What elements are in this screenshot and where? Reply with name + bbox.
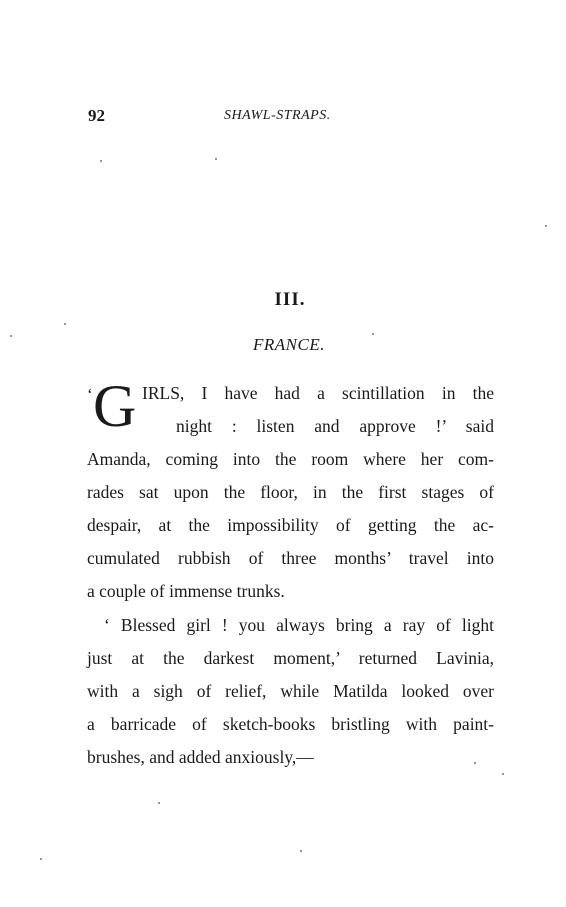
scan-speck (372, 333, 374, 335)
text-line: night : listen and approve !’ said (176, 416, 494, 436)
text-line: a barricade of sketch-books bristling with paint- (87, 714, 494, 734)
text-line: cumulated rubbish of three months’ travel into (87, 548, 494, 568)
text-line: despair, at the impossibility of getting the ac- (87, 515, 494, 535)
scan-speck (158, 802, 160, 804)
text-line: IRLS, I have had a scintillation in the (142, 383, 494, 403)
running-head: SHAWL-STRAPS. (224, 108, 331, 123)
chapter-number: III. (274, 289, 306, 310)
drop-cap: G (93, 373, 137, 439)
text-line: ‘ Blessed girl ! you always bring a ray of light (104, 615, 494, 635)
text-line: with a sigh of relief, while Matilda looked over (87, 681, 494, 701)
scan-speck (40, 858, 42, 860)
text-line: brushes, and added anxiously,— (87, 747, 314, 767)
scan-speck (545, 225, 547, 227)
scan-speck (10, 335, 12, 337)
scan-speck (64, 323, 66, 325)
scan-speck (215, 158, 217, 160)
text-line: just at the darkest moment,’ returned Lavinia, (87, 648, 494, 668)
scan-speck (300, 850, 302, 852)
text-line: a couple of immense trunks. (87, 581, 285, 601)
scan-speck (502, 773, 504, 775)
chapter-title: FRANCE. (253, 335, 325, 354)
page-number: 92 (88, 106, 105, 125)
text-line: Amanda, coming into the room where her com- (87, 449, 494, 469)
scan-speck (474, 762, 476, 764)
scan-speck (100, 160, 102, 162)
opening-quote: ‘ (87, 385, 93, 404)
text-line: rades sat upon the floor, in the first stages of (87, 482, 494, 502)
